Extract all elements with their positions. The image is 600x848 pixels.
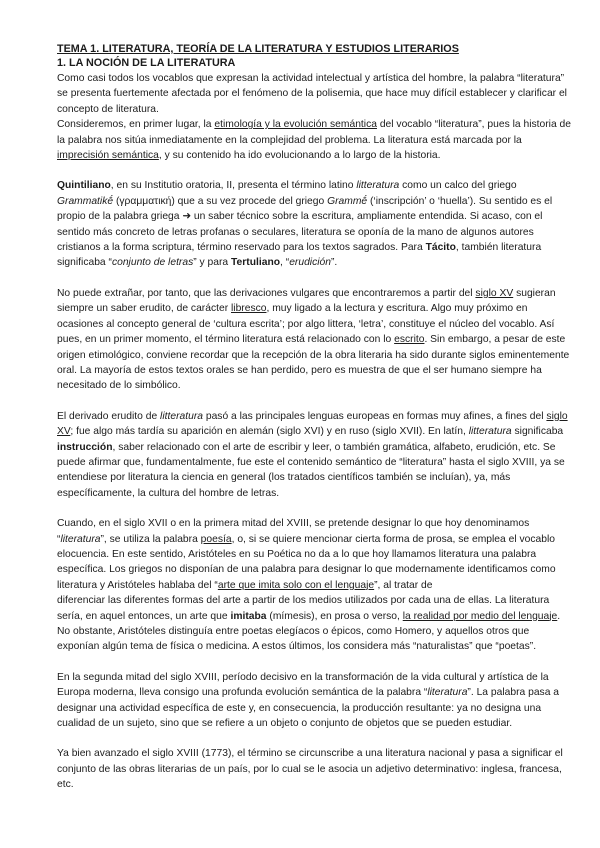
paragraph-2 — [57, 178, 572, 270]
p7-text: Ya bien avanzado el siglo XVIII (1773), el término se circunscribe a una literatura nacional y pasa a significar el conjunto de las obras literarias de un país, por lo cual se le asocia un adjetivo determinativo: inglesa, francesa, etc. — [57, 748, 563, 791]
p2-tacito: Tácito — [425, 242, 456, 254]
p2-text: ” y para — [193, 257, 232, 269]
paragraph-4 — [57, 409, 572, 501]
p2-text: como un calco del griego — [399, 180, 517, 192]
paragraph-7 — [57, 746, 572, 792]
p5-text: diferenciar las diferentes formas del arte a partir de los medios utilizados por cada una de ellas. La literatura sería, en aquel entonces, un arte que — [57, 595, 550, 622]
p4-underline: siglo XV — [57, 410, 568, 438]
p4-italic: litteratura — [160, 410, 203, 422]
p2-quintiliano: Quintiliano — [57, 180, 111, 192]
document-page — [57, 42, 572, 808]
p2-italic: litteratura — [356, 180, 400, 192]
p4-text: ; fue algo más tardía su aparición en alemán (siglo XVI) y en ruso (siglo XVII). En latín, — [70, 426, 469, 438]
paragraph-1 — [57, 71, 572, 163]
p4-bold: instrucción — [57, 441, 113, 453]
p5-text: . No obstante, Aristóteles distinguía entre poetas elegíacos o épicos, como Homero, y aquellos otros que exponían algún tema de física o medicina. A estos últimos, los considera más “naturalistas” que “poetas”. — [57, 610, 561, 653]
p3-text: . Sin embargo, a pesar de este origen etimológico, conviene recordar que la recepción de la obra literaria ha sido durante siglos eminentemente oral. La mayoría de estos textos orales se han perdido, pero es muestra de que el ser humano siempre ha necesitado de lo simbólico. — [57, 334, 570, 392]
p1-text-a: Como casi todos los vocablos que expresan la actividad intelectual y artística del hombre, la palabra “literatura” se presenta fuertemente afectada por el fenómeno de la polisemia, que hace muy difícil establecer y clarificar el concepto de literatura. — [57, 73, 567, 115]
p2-tertuliano: Tertuliano — [231, 257, 281, 269]
paragraph-5 — [57, 516, 572, 655]
p6-text: En la segunda mitad del siglo XVIII, período decisivo en la transformación de la vida cultural y artística de la Europa moderna, lleva consigo una profunda evolución semántica de la palabra “ — [57, 671, 549, 699]
p2-italic: conjunto de letras — [111, 257, 194, 269]
p5-text: ”, al tratar de — [374, 579, 433, 591]
p1-underline-etimologia: etimología y la evolución semántica — [214, 119, 377, 131]
paragraph-3 — [57, 286, 572, 394]
p1-text-c: del vocablo “literatura”, pues la historia de la palabra nos sitúa inmediatamente en la complejidad del problema. La literatura está marcada por la — [57, 119, 571, 146]
p5-underline: la realidad por medio del lenguaje — [402, 610, 558, 622]
p2-italic: Grammatikḗ — [57, 195, 114, 207]
p4-text: El derivado erudito de — [57, 410, 161, 422]
p3-underline: libresco — [231, 303, 267, 315]
p4-text: , saber relacionado con el arte de escribir y leer, o también gramática, alfabeto, erudición, etc. Se puede afirmar que, fundamentalmente, fue este el contenido semántico de “literatura” hasta el siglo XVIII, ya se entendiese por literatura la ciencia en general (los tratados científicos también se incluían), ya, más específicamente, la cultura del hombre de letras. — [57, 441, 565, 499]
p4-text: significaba — [511, 426, 564, 438]
p3-underline: siglo XV — [475, 287, 514, 299]
p2-text: ”. — [331, 257, 338, 269]
paragraph-6 — [57, 670, 572, 732]
p2-text: (‘inscripción’ o ‘huella’). Su sentido es el propio de la palabra griega ➜ un saber técnico sobre la escritura, ampliamente entendida. Si acaso, con el sentido más concreto de letras profanas o seculares, literatura se oponía de la mano de algunos autores cristianos a la forma scriptura, término reservado para los textos sagrados. Para — [57, 195, 553, 254]
p3-text: No puede extrañar, por tanto, que las derivaciones vulgares que encontraremos a partir del — [57, 287, 476, 299]
p3-text: sugieran siempre un saber erudito, de carácter — [57, 287, 556, 315]
p2-text: , en su Institutio oratoria, II, presenta el término latino — [110, 180, 357, 192]
p5-text: , o, si se quiere mencionar cierta forma de prosa, se emplea el vocablo elocuencia. En este sentido, Aristóteles en su Poética no da a lo que hoy llamamos literatura una palabra específica. Los griegos no disponían de una palabra para designar lo que modernamente identificamos como literatura y Aristóteles hablaba del “ — [57, 533, 556, 591]
p4-text: pasó a las principales lenguas europeas en formas muy afines, a fines del — [202, 410, 547, 422]
p5-text: Cuando, en el siglo XVII o en la primera mitad del XVIII, se pretende designar lo que hoy denominamos “ — [57, 518, 530, 545]
section-heading: 1. LA NOCIÓN DE LA LITERATURA — [57, 57, 236, 69]
p2-italic: erudición — [289, 257, 331, 269]
p6-text: ”. La palabra pasa a designar una actividad específica de este y, en consecuencia, la producción resultante: ya no designa una cualidad de un sujeto, sino que se refiere a un objeto o conjunto de objetos que se pueden estudiar. — [57, 687, 560, 730]
p3-underline: escrito — [394, 334, 425, 346]
p1-underline-imprecision: imprecisión semántica — [57, 150, 159, 162]
p2-text: , también literatura significaba “ — [57, 242, 542, 269]
p6-italic: literatura — [427, 687, 468, 699]
p5-bold: imitaba — [230, 610, 267, 622]
p4-italic: litteratura — [468, 426, 512, 438]
p5-text: (mímesis), en prosa o verso, — [266, 610, 403, 622]
p5-italic: literatura — [60, 533, 101, 545]
p5-underline: arte que imita solo con el lenguaje — [217, 579, 375, 591]
p1-text-d: , y su contenido ha ido evolucionando a lo largo de la historia. — [158, 150, 441, 162]
p2-text: (γραμματική) que a su vez procede del griego — [113, 195, 328, 207]
p5-text: ”, se utiliza la palabra — [100, 533, 201, 545]
p2-italic: Grammḗ — [327, 195, 368, 207]
p2-text: , “ — [280, 257, 290, 269]
p1-text-b: Consideremos, en primer lugar, la — [57, 119, 215, 131]
p3-text: , muy ligado a la lectura y escritura. Algo muy próximo en ocasiones al concepto general de ‘cultura escrita’; por algo littera, ‘letra’, constituye el núcleo del vocablo. Así pues, en un primer momento, el término literatura está relacionado con lo — [57, 303, 555, 346]
p5-underline: poesía — [200, 533, 232, 545]
document-title: TEMA 1. LITERATURA, TEORÍA DE LA LITERATURA Y ESTUDIOS LITERARIOS — [57, 43, 459, 55]
